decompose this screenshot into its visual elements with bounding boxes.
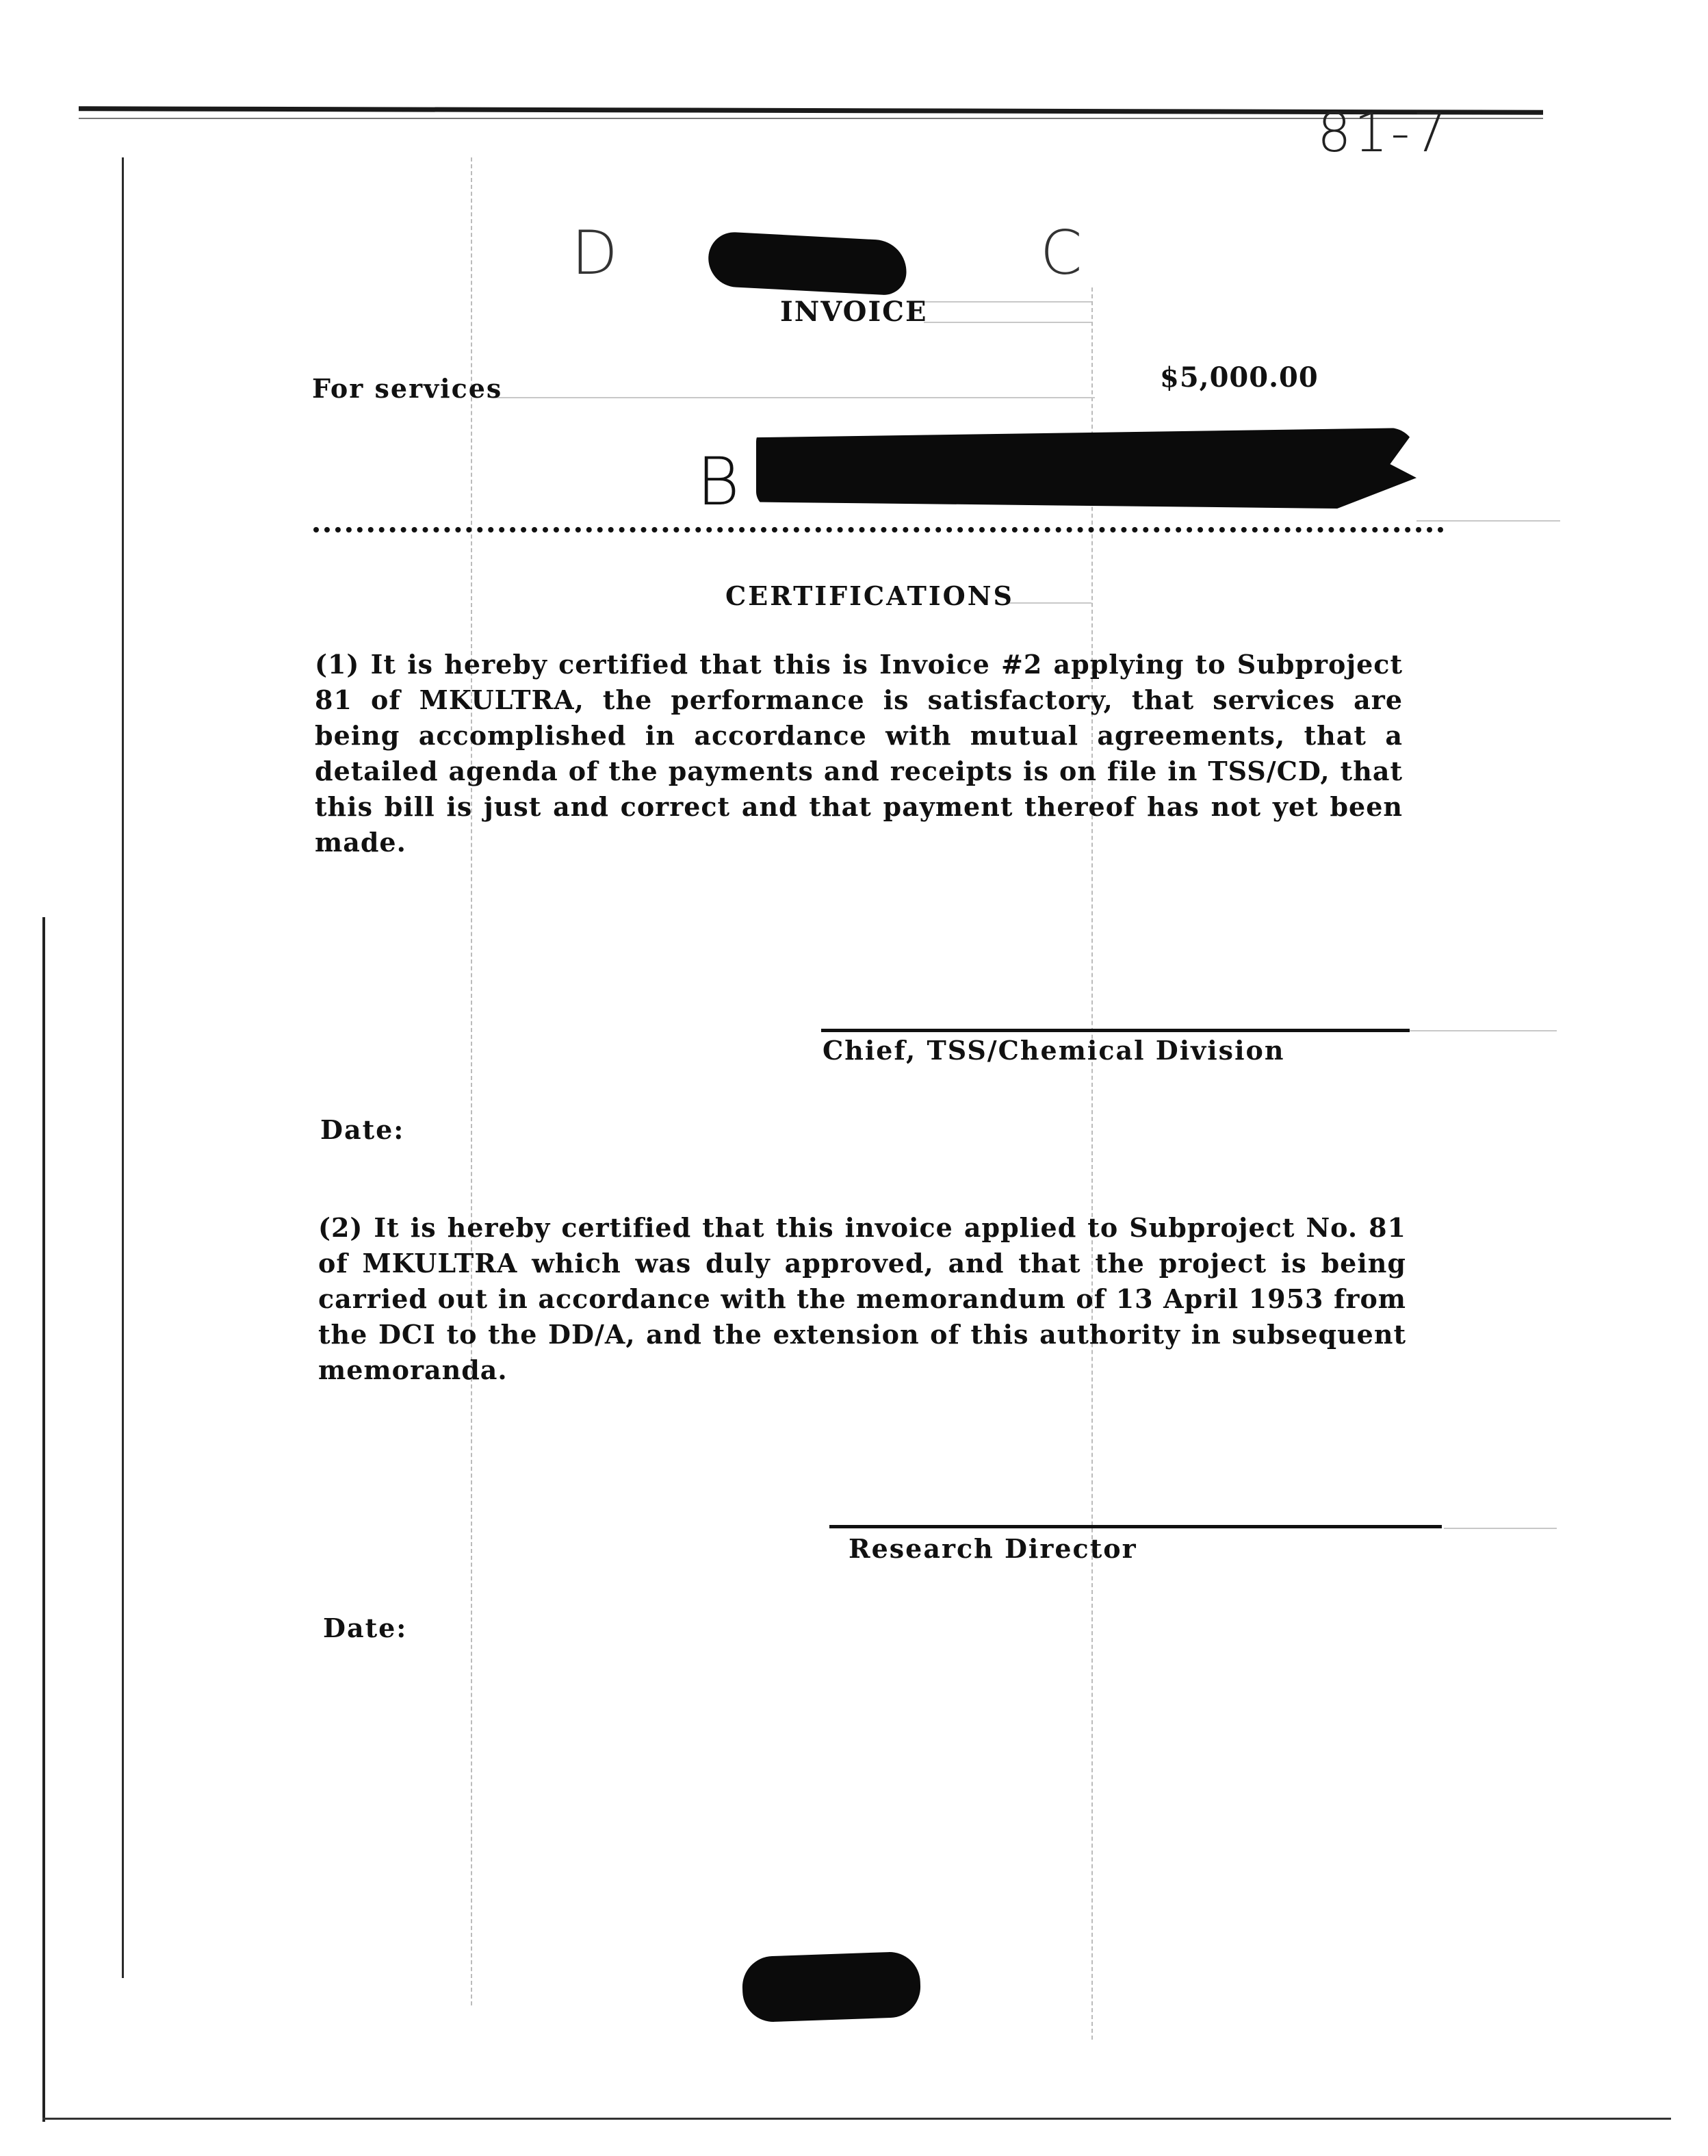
date-label-1: Date: bbox=[320, 1114, 405, 1145]
hand-mark-d: D bbox=[571, 218, 618, 288]
signature-line-research-director bbox=[829, 1525, 1442, 1528]
invoice-amount: $5,000.00 bbox=[1160, 361, 1319, 394]
redaction-header bbox=[707, 231, 908, 296]
scan-left-border bbox=[122, 157, 124, 1978]
for-services-label: For services bbox=[312, 373, 503, 404]
certifications-heading: CERTIFICATIONS bbox=[725, 580, 1014, 611]
date-label-2: Date: bbox=[323, 1613, 408, 1643]
signature-title-research-director: Research Director bbox=[849, 1533, 1137, 1564]
scan-guide-line bbox=[493, 397, 1095, 398]
hand-mark-c: C bbox=[1040, 218, 1083, 288]
scan-left-border-outer bbox=[42, 917, 45, 2122]
section-divider bbox=[313, 527, 1444, 532]
redaction-payee bbox=[756, 428, 1416, 509]
signature-title-chief: Chief, TSS/Chemical Division bbox=[823, 1035, 1285, 1066]
scan-fold-line bbox=[1091, 287, 1093, 2040]
scan-bottom-border bbox=[42, 2118, 1671, 2120]
file-number-handwritten: 81-7 bbox=[1317, 103, 1450, 164]
scan-guide-line bbox=[924, 301, 1091, 303]
scan-fold-line bbox=[471, 157, 472, 2005]
certification-paragraph-2: (2) It is hereby certified that this invoice applied to Subproject No. 81 of MKULTRA which was duly approved, and that the project is being carried out in accordance with the memorandum of 13 April 1953 from the DCI to the DD/A, and the extension of this authority in subsequent memoranda. bbox=[318, 1212, 1406, 1385]
scan-guide-line bbox=[1006, 602, 1091, 604]
scan-guide-line bbox=[1410, 1030, 1557, 1031]
hand-mark-b: B bbox=[697, 444, 740, 520]
scan-guide-line bbox=[924, 322, 1091, 323]
scan-guide-line bbox=[1444, 1528, 1557, 1529]
certification-paragraph-1: (1) It is hereby certified that this is Invoice #2 applying to Subproject 81 of MKULTRA, the performance is satisfactory, that services are being accomplished in accordance with mutual agreements, that a detailed agenda of the payments and receipts is on file in TSS/CD, that this bill is just and correct and that payment thereof has not yet been made. bbox=[315, 649, 1403, 858]
signature-line-chief bbox=[821, 1029, 1410, 1032]
redaction-footer bbox=[741, 1951, 921, 2023]
scan-guide-line bbox=[1416, 520, 1560, 522]
invoice-title: INVOICE bbox=[780, 296, 928, 328]
